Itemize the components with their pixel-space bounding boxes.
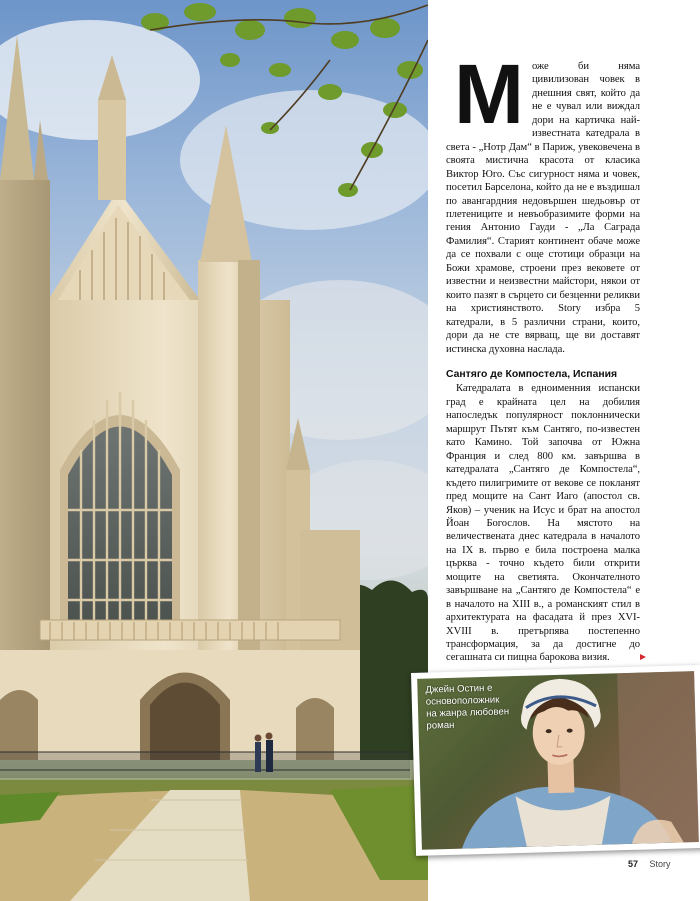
magazine-name: Story	[649, 859, 671, 869]
article-body: Катедралата в едноименния испански град е крайната цел на добилия напоследък популярност поклоннически маршрут Пътят към Сантяго, по-известен като Камино. Той започва от Южна Франция и след 800 км. завършва в катедралата „Сантяго де Компостела“, където пилигримите от векове се покланят пред мощите на Сант Иаго (апостол св. Яков) – ученик на Исус и брат на апостол Йоан Богослов. На мястото на величествената днес катедрала в началото на IX в. първо е била построена малка църква - точно където били открити мощите на светията. Окончателното завършване на „Сантяго де Компостела“ е в началото на XIII в., а романският стил в архитектурата на фасадата й през XVI-XVIII в. претърпява постепенно трансформация, за да достигне до сегашната си пищна барокова визия.	[446, 383, 640, 664]
portrait-inset	[411, 665, 700, 856]
portrait-image	[417, 671, 699, 850]
article	[446, 47, 640, 665]
section-heading: Сантяго де Компостела, Испания	[446, 368, 618, 380]
page-number: 57	[628, 859, 639, 869]
end-marker-icon	[640, 654, 646, 660]
drop-cap: М	[454, 47, 524, 141]
portrait-caption: Джейн Остин е основоположник на жанра любовен роман	[425, 682, 510, 732]
article-intro: оже би няма цивилизован човек в днешния свят, който да не е чувал или виждал дори на картичка най-известната катедрала в света - „Нотр Дам“ в Париж, увековечена в своята мистична красота от класика Виктор Юго. Със сигурност няма и човек, посетил Барселона, който да не е въздишал по авангардния недовършен шедьовър от плетениците и невъобразимите форми на гения Антонио Гауди - „Ла Саграда Фамилия“. Старият континент обаче може да се похвали с още стотици образци на Божи храмове, строени през вековете от известни и неизвестни майстори, някои от които пазят в сърцето си безценни реликви на християнството. Story избра 5 катедрали, в 5 различни страни, които, дори да не сте вярващ, ще ви доставят истинска духовна наслада.	[446, 61, 640, 355]
page-footer	[628, 859, 671, 869]
